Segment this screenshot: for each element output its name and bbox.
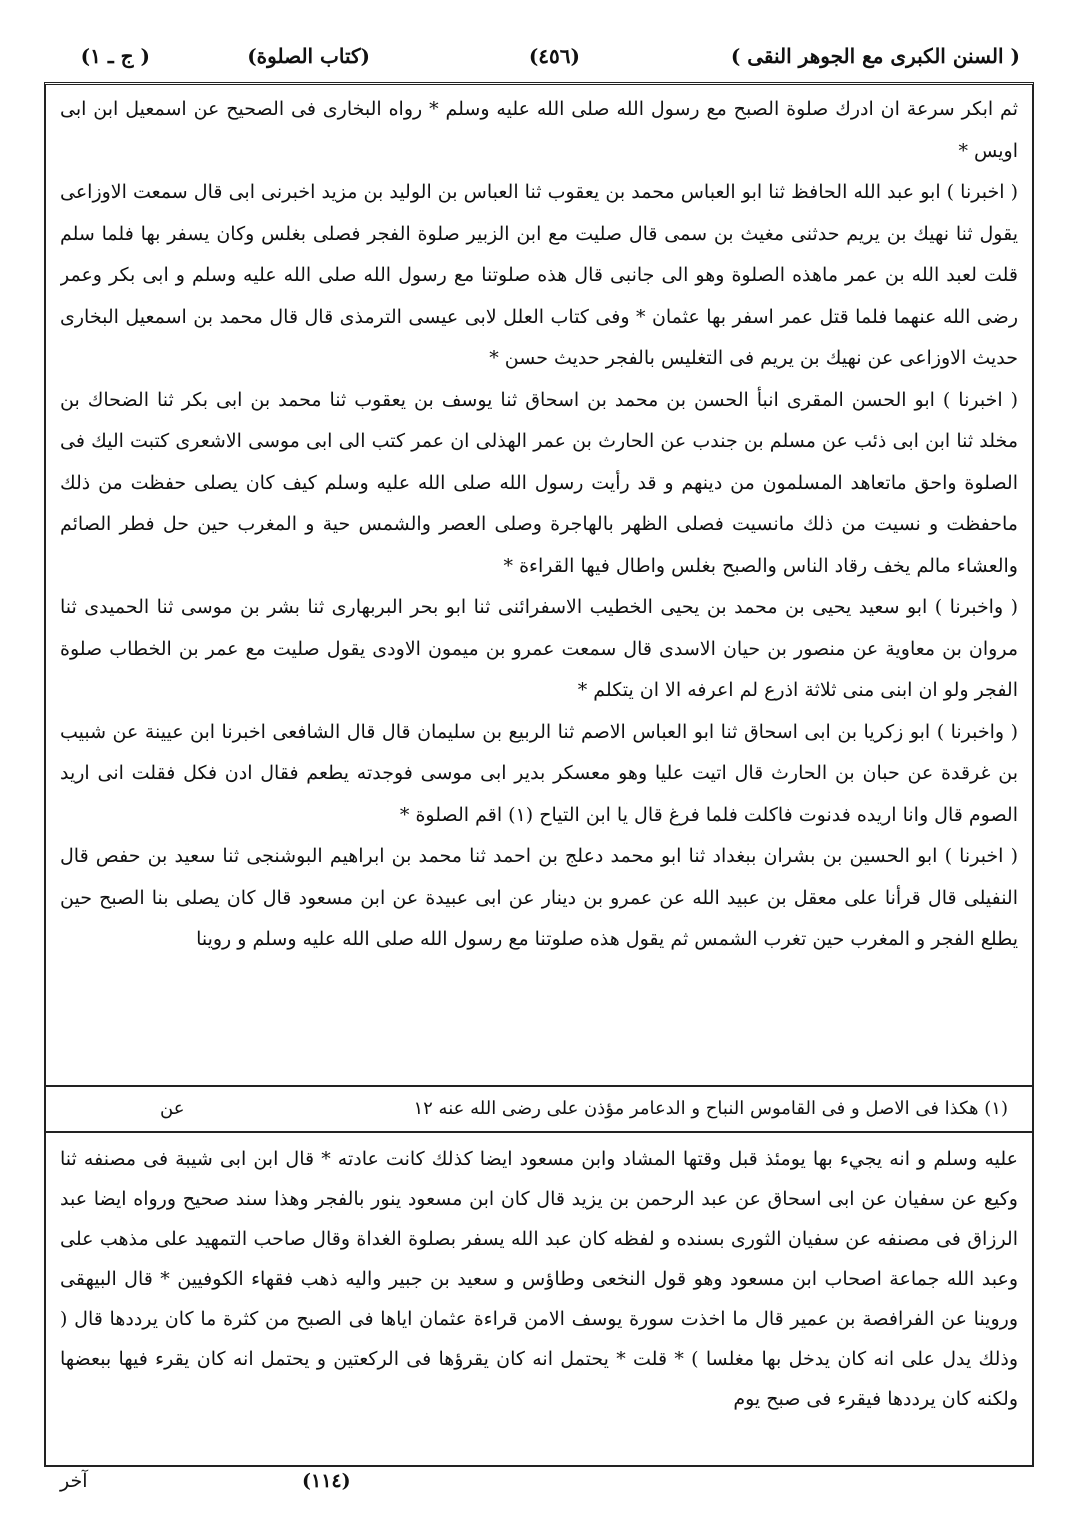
header-volume: ( ج ـ ١) [80, 44, 150, 68]
commentary-top-rule [46, 1131, 1032, 1133]
footnote-text: (١) هكذا فى الاصل و فى القاموس النباح و الدعامر مؤذن على رضى الله عنه ١٢ [413, 1098, 1008, 1119]
footer-catchword: آخر [60, 1470, 88, 1492]
header-page-number: (٤٥٦) [528, 44, 580, 68]
page-footer [40, 1468, 1030, 1504]
main-paragraph: ( اخبرنا ) ابو الحسين بن بشران ببغداد ثنا ابو محمد دعلج بن احمد ثنا محمد بن ابراهيم البوشنجى ثنا سعيد بن حفص قال النفيلى قال قرأنا على معقل بن عبيد الله عن عمرو بن دينار عن ابى عبيدة عن ابن مسعود قال كان يصلى بنا الصبح حين يطلع الفجر و المغرب حين تغرب الشمس ثم يقول هذه صلوتنا مع رسول الله صلى الله عليه وسلم و روينا [60, 845, 1018, 950]
running-header [40, 40, 1030, 76]
main-paragraph: ( اخبرنا ) ابو عبد الله الحافظ ثنا ابو العباس محمد بن يعقوب ثنا العباس بن الوليد بن مزيد اخبرنى ابى قال سمعت الاوزاعى يقول ثنا نهيك بن يريم حدثنى مغيث بن سمى قال صليت مع ابن الزبير صلوة الفجر فصلى بغلس وكان يسفر بها فلما سلم قلت لعبد الله بن عمر ماهذه الصلوة وهو الى جانبى قال هذه صلوتنا مع رسول الله صلى الله عليه وسلم و ابى بكر وعمر رضى الله عنهما فلما قتل عمر اسفر بها عثمان * وفى كتاب العلل لابى عيسى الترمذى قال قال محمد بن اسمعيل البخارى حديث الاوزاعى عن نهيك بن يريم فى التغليس بالفجر حديث حسن * [60, 181, 1018, 369]
header-kitab-title: (كتاب الصلوة) [247, 44, 370, 68]
footnote-catchword: عن [160, 1098, 185, 1119]
commentary-paragraph: عليه وسلم و انه يجيء بها يومئذ قبل وقتها المشاد وابن مسعود ايضا كذلك كانت عادته * قال ابن ابى شيبة فى مصنفه ثنا وكيع عن سفيان عن ابى اسحاق عن عبد الرحمن بن يزيد قال كان ابن مسعود ينور بالفجر وهذا سند صحيح ورواه ايضا عبد الرزاق فى مصنفه عن سفيان الثورى بسنده و لفظه كان عبد الله يسفر بصلوة الغداة وقال صاحب التمهيد على مذهب على وعبد الله جماعة اصحاب ابن مسعود وهو قول النخعى وطاؤس و سعيد بن جبير واليه ذهب فقهاء الكوفيين * قال البيهقى وروينا عن الفرافصة بن عمير قال ما اخذت سورة يوسف الامن قراءة عثمان اياها فى الصبح من كثرة ما كان يرددها قال ( وذلك يدل على انه كان يدخل بها مغلسا ) * قلت * يحتمل انه كان يقرؤها فى الركعتين و يحتمل انه كان يقرء فيها ببعضها ولكنه كان يرددها فيقرء فى صبح يوم [60, 1148, 1018, 1410]
main-paragraph: ثم ابكر سرعة ان ادرك صلوة الصبح مع رسول الله صلى الله عليه وسلم * رواه البخارى فى الصحيح عن اسمعيل ابن ابى اويس * [60, 98, 1018, 162]
text-frame [44, 82, 1034, 1467]
footnote [60, 1089, 1018, 1129]
footer-sheet-number: (١١٤) [302, 1470, 351, 1492]
header-book-title: ( السنن الكبرى مع الجوهر النقى ) [730, 44, 1020, 68]
commentary-text [60, 1139, 1018, 1459]
main-text [60, 89, 1018, 1079]
main-paragraph: ( واخبرنا ) ابو زكريا بن ابى اسحاق ثنا ابو العباس الاصم ثنا الربيع بن سليمان قال قال الشافعى اخبرنا ابن عيينة عن شبيب بن غرقدة عن حبان بن الحارث قال اتيت عليا وهو معسكر بدير ابى موسى فوجدته يطعم فقال ادن فكل فقلت انى اريد الصوم قال وانا اريده فدنوت فاكلت فلما فرغ قال يا ابن التياح (١) اقم الصلوة * [60, 720, 1018, 826]
main-paragraph: ( واخبرنا ) ابو سعيد يحيى بن محمد بن يحيى الخطيب الاسفرائنى ثنا ابو بحر البربهارى ثنا بشر بن موسى ثنا الحميدى ثنا مروان بن معاوية عن منصور بن حيان الاسدى قال سمعت عمرو بن ميمون الاودى يقول صليت مع عمر بن الخطاب صلوة الفجر ولو ان ابنى منى ثلاثة اذرع لم اعرفه الا ان يتكلم * [60, 596, 1018, 701]
main-paragraph: ( اخبرنا ) ابو الحسن المقرى انبأ الحسن بن محمد بن اسحاق ثنا يوسف بن يعقوب ثنا محمد بن ابى بكر ثنا الضحاك بن مخلد ثنا ابن ابى ذئب عن مسلم بن جندب عن الحارث بن عمر الهذلى ان عمر كتب الى ابى موسى الاشعرى كتبت اليك فى الصلوة واحق ماتعاهد المسلمون من دينهم و قد رأيت رسول الله صلى الله عليه وسلم كيف كان يصلى حفظت من ذلك ماحفظت و نسيت من ذلك مانسيت فصلى الظهر بالهاجرة وصلى العصر والشمس حية و المغرب حين حل فطر الصائم والعشاء مالم يخف رقاد الناس والصبح بغلس واطال فيها القراءة * [60, 388, 1018, 577]
footnote-top-rule [46, 1085, 1032, 1087]
